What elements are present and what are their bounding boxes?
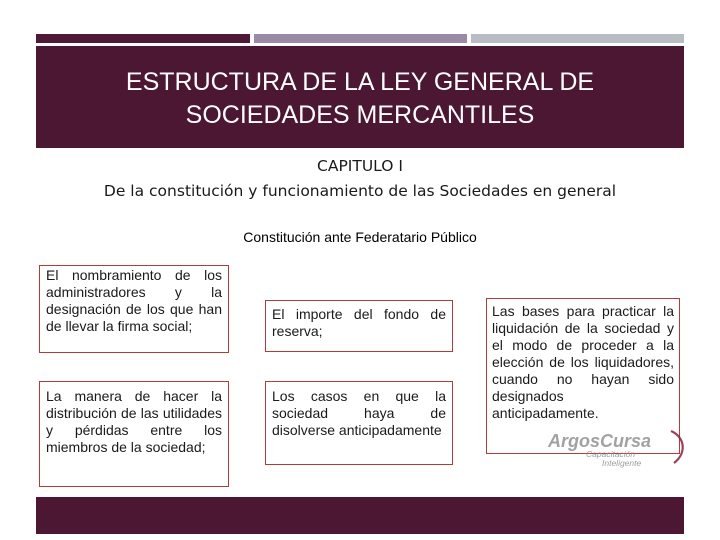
text-box-content: El importe del fondo de reserva; (272, 306, 446, 339)
accent-bar-1 (36, 34, 250, 43)
text-box-administrators (39, 265, 229, 353)
text-box-content: Las bases para practicar la liquidación de la sociedad y el modo de proceder a la elección de los liquidadores, cuando no hayan sido designados anticipadamente. (492, 303, 674, 421)
logo-tagline-2: Inteligente (602, 458, 642, 468)
argoscursa-logo (546, 428, 686, 468)
footer-bar (36, 497, 684, 534)
text-box-dissolution (265, 381, 453, 465)
logo-brand: ArgosCursa (548, 431, 652, 451)
accent-bar-2 (254, 34, 467, 43)
text-box-content: El nombramiento de los administradores y la designación de los que han de llevar la firma social; (46, 267, 222, 334)
title-banner (36, 46, 684, 148)
section-title: Constitución ante Federatario Público (243, 229, 477, 245)
chapter-number: CAPITULO I (317, 157, 403, 175)
logo-tagline-1: Capacitación (586, 449, 636, 459)
slide-title: ESTRUCTURA DE LA LEY GENERAL DE SOCIEDADES MERCANTILES (125, 68, 595, 129)
text-box-content: Los casos en que la sociedad haya de disolverse anticipadamente (272, 388, 446, 438)
text-box-reserve-fund (265, 300, 453, 352)
text-box-content: La manera de hacer la distribución de las utilidades y pérdidas entre los miembros de la sociedad; (46, 388, 222, 455)
text-box-profit-distribution (39, 381, 229, 487)
chapter-title: De la constitución y funcionamiento de las Sociedades en general (103, 182, 617, 200)
accent-bar-3 (471, 34, 684, 43)
